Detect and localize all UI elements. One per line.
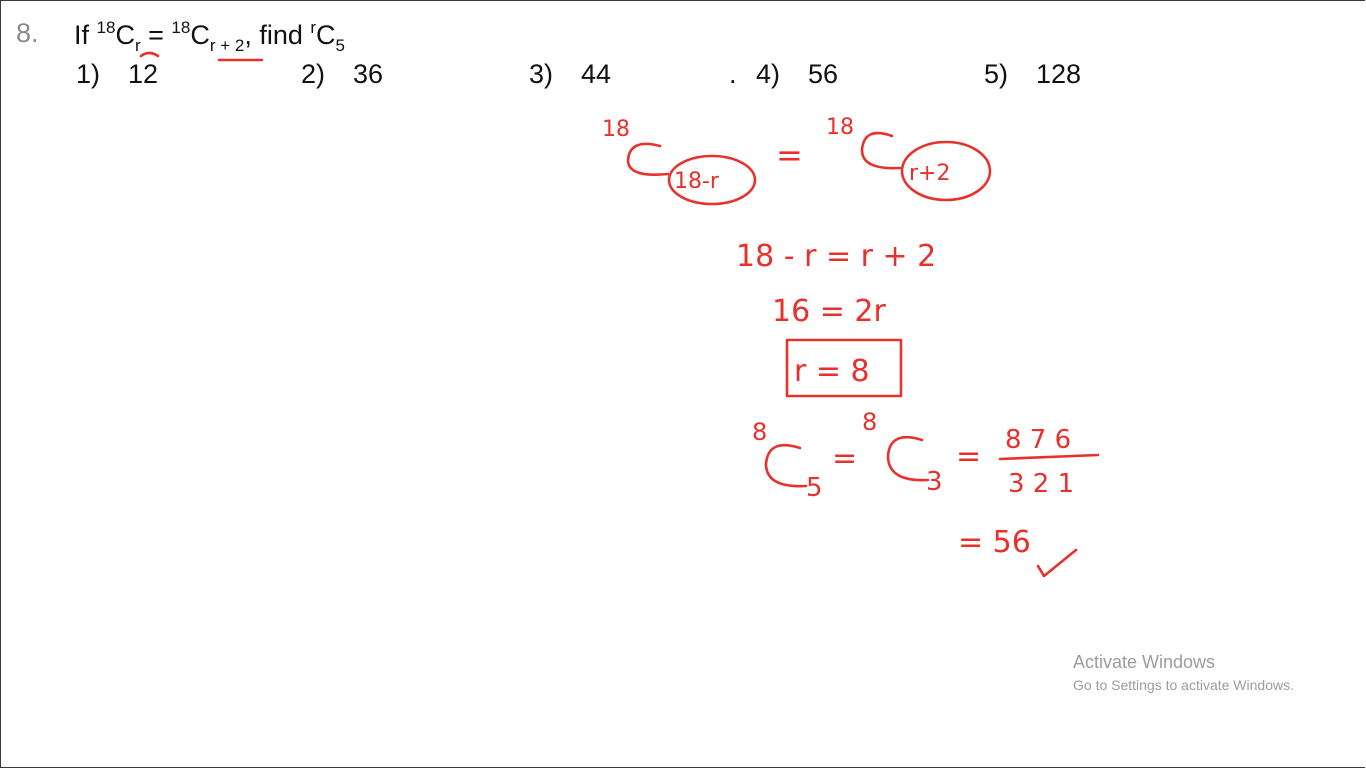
hw-c5: [766, 445, 806, 486]
option-value: 12: [128, 59, 159, 89]
option-number: 1): [76, 59, 101, 89]
hw-denominator: 3 2 1: [1008, 469, 1075, 499]
hw-eq-3: =: [956, 439, 982, 474]
hw-check-mark: [1038, 550, 1076, 576]
hw-line5-sup-left: 8: [752, 418, 768, 446]
watermark-title: Activate Windows: [1073, 652, 1216, 672]
hw-eq-2: =: [832, 441, 858, 476]
option-number: 3): [529, 59, 554, 89]
question-number: 8.: [16, 18, 39, 48]
rhs-subscript: r + 2: [209, 36, 245, 55]
option-value: 128: [1036, 59, 1082, 89]
hw-c-left: [628, 144, 668, 175]
watermark-subtitle: Go to Settings to activate Windows.: [1073, 677, 1294, 693]
hw-numerator: 8 7 6: [1005, 425, 1072, 455]
ask-subscript: 5: [335, 36, 345, 55]
activate-windows-watermark: [1073, 652, 1294, 693]
hw-result: = 56: [958, 525, 1031, 560]
hw-line3: 16 = 2r: [772, 294, 886, 329]
hw-line1-left-sub: 18-r: [674, 169, 719, 194]
hw-c3: [888, 437, 928, 480]
hw-fraction-bar: [1000, 455, 1098, 459]
question-mid: , find: [244, 20, 311, 50]
option-number: 5): [984, 59, 1009, 89]
option-marker: .: [729, 59, 737, 89]
option-value: 56: [808, 59, 839, 89]
rhs-superscript: 18: [171, 18, 191, 37]
option-value: 36: [353, 59, 384, 89]
option-value: 44: [581, 59, 612, 89]
ask-base: C: [316, 20, 336, 50]
hw-line5-sup-right: 8: [862, 408, 878, 436]
lhs-base: C: [115, 20, 135, 50]
hw-line2: 18 - r = r + 2: [736, 239, 937, 274]
lhs-subscript: r: [134, 36, 141, 55]
question-prefix: If: [74, 20, 97, 50]
hw-c-right: [862, 133, 900, 168]
rhs-base: C: [190, 20, 210, 50]
ask-superscript: r: [310, 18, 317, 37]
option-number: 2): [301, 59, 326, 89]
hw-line4: r = 8: [794, 354, 870, 389]
option-number: 4): [756, 59, 781, 89]
hw-line1-sup-right: 18: [826, 115, 854, 140]
hw-line1-sup-left: 18: [602, 117, 630, 142]
lhs-superscript: 18: [96, 18, 116, 37]
equals-sign: =: [140, 20, 172, 50]
hw-line5-sub-left: 5: [806, 473, 823, 503]
hw-line1-right-sub: r+2: [909, 161, 951, 186]
hw-line5-sub-right: 3: [926, 467, 943, 497]
hw-line1-eq: =: [776, 136, 803, 174]
underline-r-mark: [141, 53, 158, 56]
